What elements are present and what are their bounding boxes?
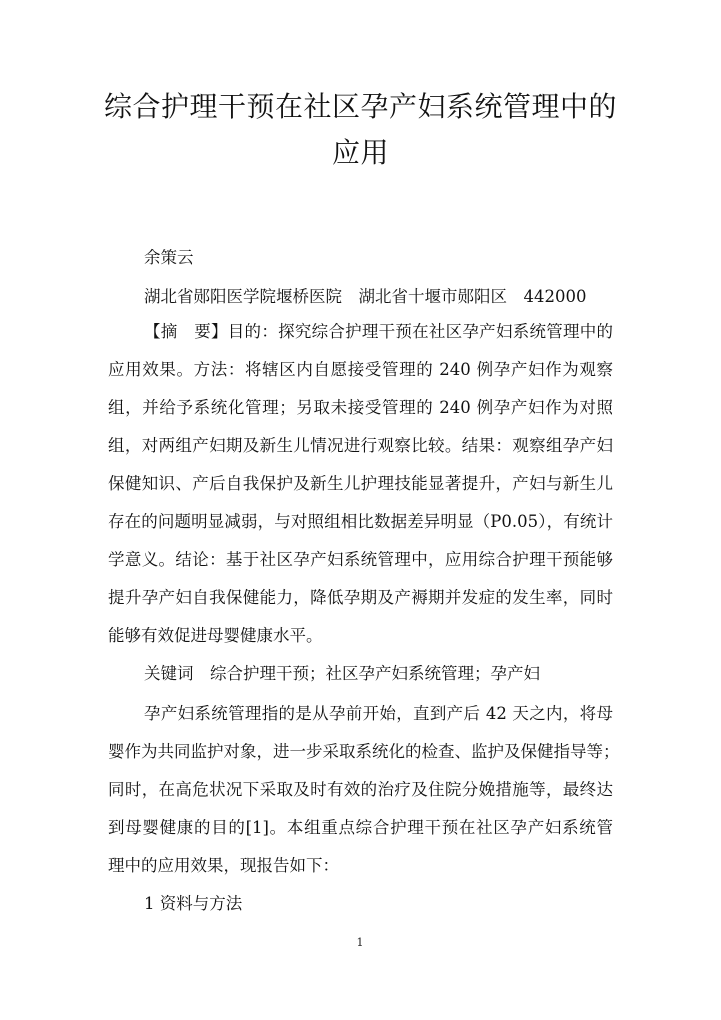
abstract-line: 保健知识、产后自我保护及新生儿护理技能显著提升，产妇与新生儿 [108, 474, 613, 493]
abstract-line: 能够有效促进母婴健康水平。 [108, 626, 323, 645]
abstract-line: 应用效果。方法：将辖区内自愿接受管理的 240 例孕产妇作为观察 [108, 360, 613, 379]
paper-title [100, 84, 621, 176]
section-heading: 1 资料与方法 [144, 894, 243, 913]
abstract-line: 存在的问题明显减弱，与对照组相比数据差异明显（P0.05），有统计 [108, 512, 613, 531]
title-line-1: 综合护理干预在社区孕产妇系统管理中的 [103, 90, 617, 123]
body-line: 婴作为共同监护对象，进一步采取系统化的检查、监护及保健指导等； [108, 742, 620, 761]
abstract-line: 组，并给予系统化管理；另取未接受管理的 240 例孕产妇作为对照 [108, 398, 613, 417]
title-line-2: 应用 [331, 136, 389, 169]
abstract-line: 【摘 要】目的：探究综合护理干预在社区孕产妇系统管理中的 [144, 322, 613, 341]
body-line: 孕产妇系统管理指的是从孕前开始，直到产后 42 天之内，将母 [144, 704, 613, 723]
abstract-line: 提升孕产妇自我保健能力，降低孕期及产褥期并发症的发生率，同时 [108, 588, 613, 607]
abstract-line: 组，对两组产妇期及新生儿情况进行观察比较。结果：观察组孕产妇 [108, 436, 613, 455]
page-number: 1 [356, 936, 364, 949]
body-line: 到母婴健康的目的[1]。本组重点综合护理干预在社区孕产妇系统管 [108, 818, 613, 837]
body-line: 理中的应用效果，现报告如下： [108, 856, 339, 875]
affiliation: 湖北省郧阳医学院堰桥医院 湖北省十堰市郧阳区 442000 [144, 287, 587, 306]
keywords: 关键词 综合护理干预；社区孕产妇系统管理；孕产妇 [144, 664, 540, 683]
author: 余策云 [144, 248, 194, 267]
body-line: 同时，在高危状况下采取及时有效的治疗及住院分娩措施等，最终达 [108, 780, 613, 799]
abstract-line: 学意义。结论：基于社区孕产妇系统管理中，应用综合护理干预能够 [108, 550, 613, 569]
